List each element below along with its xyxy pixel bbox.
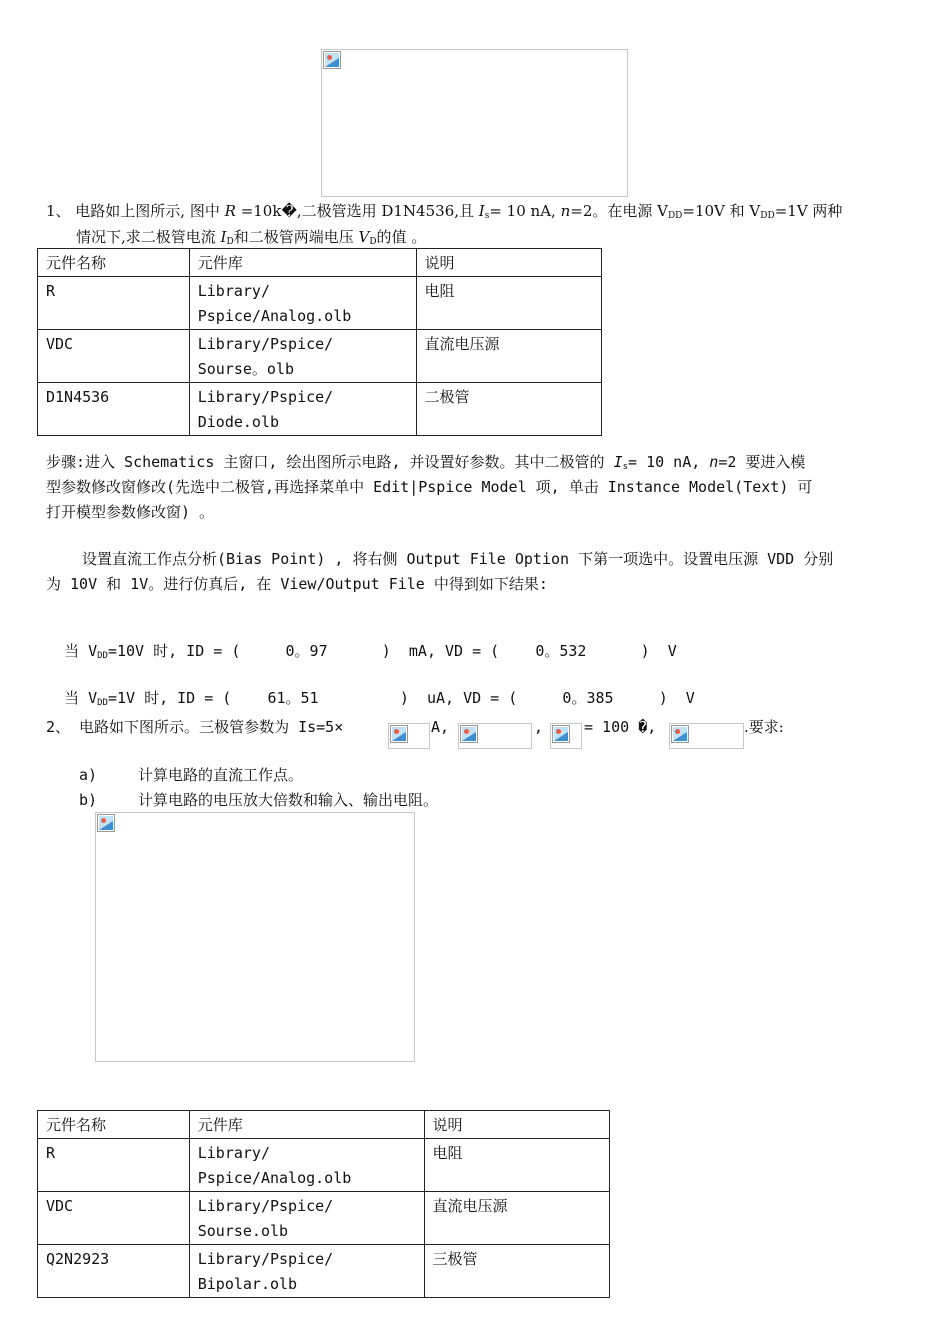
component-description: 直流电压源: [424, 1192, 609, 1245]
components-table-1: [37, 248, 602, 436]
q2-requirement: .要求:: [744, 718, 784, 736]
steps-line-2: 型参数修改窗修改(先选中二极管,再选择菜单中 Edit|Pspice Model 项, 单击 Instance Model(Text) 可: [46, 478, 813, 496]
circuit-diagram-2-placeholder: [95, 812, 415, 1062]
broken-image-icon: [97, 814, 115, 832]
q2-item-b-text: 计算电路的电压放大倍数和输入、输出电阻。: [138, 791, 439, 809]
rbb-image-placeholder: [550, 723, 582, 749]
header-library: 元件库: [189, 1111, 424, 1139]
broken-image-icon: [552, 725, 570, 743]
component-description: 三极管: [424, 1245, 609, 1298]
header-component-name: 元件名称: [38, 1111, 190, 1139]
va-image-placeholder: [669, 723, 744, 749]
table-header-row: [38, 249, 602, 277]
component-description: 电阻: [424, 1139, 609, 1192]
component-name: VDC: [38, 330, 190, 383]
component-name: VDC: [38, 1192, 190, 1245]
q2-comma-1: ,: [534, 718, 544, 736]
components-table-2: [37, 1110, 610, 1298]
beta-image-placeholder: [458, 723, 532, 749]
bias-point-line-1: 设置直流工作点分析(Bias Point) , 将右侧 Output File Option 下第一项选中。设置电压源 VDD 分别: [82, 550, 834, 568]
table-row: [38, 383, 602, 436]
header-component-name: 元件名称: [38, 249, 190, 277]
component-name: D1N4536: [38, 383, 190, 436]
q2-line-1: 2、 电路如下图所示。三极管参数为 Is=5×: [46, 718, 344, 736]
q2-item-b-label: b): [79, 791, 98, 809]
steps-line-1: 步骤:进入 Schematics 主窗口, 绘出图所示电路, 并设置好参数。其中二极管的 $I_s= 10$ nA, n=2 要进入模: [46, 453, 806, 472]
header-description: 说明: [424, 1111, 609, 1139]
component-library: Library/Pspice/ Sourse.olb: [189, 1192, 424, 1245]
component-library: Library/Pspice/ Sourse。olb: [189, 330, 416, 383]
table-row: [38, 1192, 610, 1245]
table-row: [38, 1245, 610, 1298]
header-description: 说明: [416, 249, 601, 277]
q2-param-value: = 100 �,: [584, 718, 657, 736]
header-library: 元件库: [189, 249, 416, 277]
component-library: Library/ Pspice/Analog.olb: [189, 1139, 424, 1192]
broken-image-icon: [671, 725, 689, 743]
table-row: [38, 330, 602, 383]
q1-line-2: 情况下,求二极管电流 $I_D$和二极管两端电压 $V_D$的值 。: [76, 228, 427, 247]
result-line-1v: 当 $V_{DD}=1V$ 时, ID = ( 61。51 ) uA, VD = ( 0。385 ) V: [64, 689, 695, 708]
component-library: Library/Pspice/ Diode.olb: [189, 383, 416, 436]
table-row: [38, 277, 602, 330]
component-library: Library/Pspice/ Bipolar.olb: [189, 1245, 424, 1298]
q1-line-1: 1、 电路如上图所示, 图中 R =10k�,二极管选用 D1N4536,且 $I_s= 10$ nA, n=2。在电源 $V_{DD}=10V$ 和 $V_{DD}=1V$ 两种: [46, 202, 843, 221]
component-description: 电阻: [416, 277, 601, 330]
exponent-image-placeholder: [388, 723, 430, 749]
result-line-10v: 当 $V_{DD}=10V$ 时, ID = ( 0。97 ) mA, VD = ( 0。532 ) V: [64, 642, 677, 661]
component-name: R: [38, 1139, 190, 1192]
broken-image-icon: [460, 725, 478, 743]
broken-image-icon: [323, 51, 341, 69]
steps-line-3: 打开模型参数修改窗) 。: [46, 503, 215, 521]
q2-item-a-text: 计算电路的直流工作点。: [138, 766, 304, 784]
component-name: R: [38, 277, 190, 330]
component-description: 二极管: [416, 383, 601, 436]
table-header-row: [38, 1111, 610, 1139]
table-row: [38, 1139, 610, 1192]
bias-point-line-2: 为 10V 和 1V。进行仿真后, 在 View/Output File 中得到如下结果:: [46, 575, 548, 593]
q2-item-a-label: a): [79, 766, 98, 784]
component-library: Library/ Pspice/Analog.olb: [189, 277, 416, 330]
circuit-diagram-1-placeholder: [321, 49, 628, 197]
component-name: Q2N2923: [38, 1245, 190, 1298]
q2-amp-unit: A,: [431, 718, 450, 736]
component-description: 直流电压源: [416, 330, 601, 383]
broken-image-icon: [390, 725, 408, 743]
